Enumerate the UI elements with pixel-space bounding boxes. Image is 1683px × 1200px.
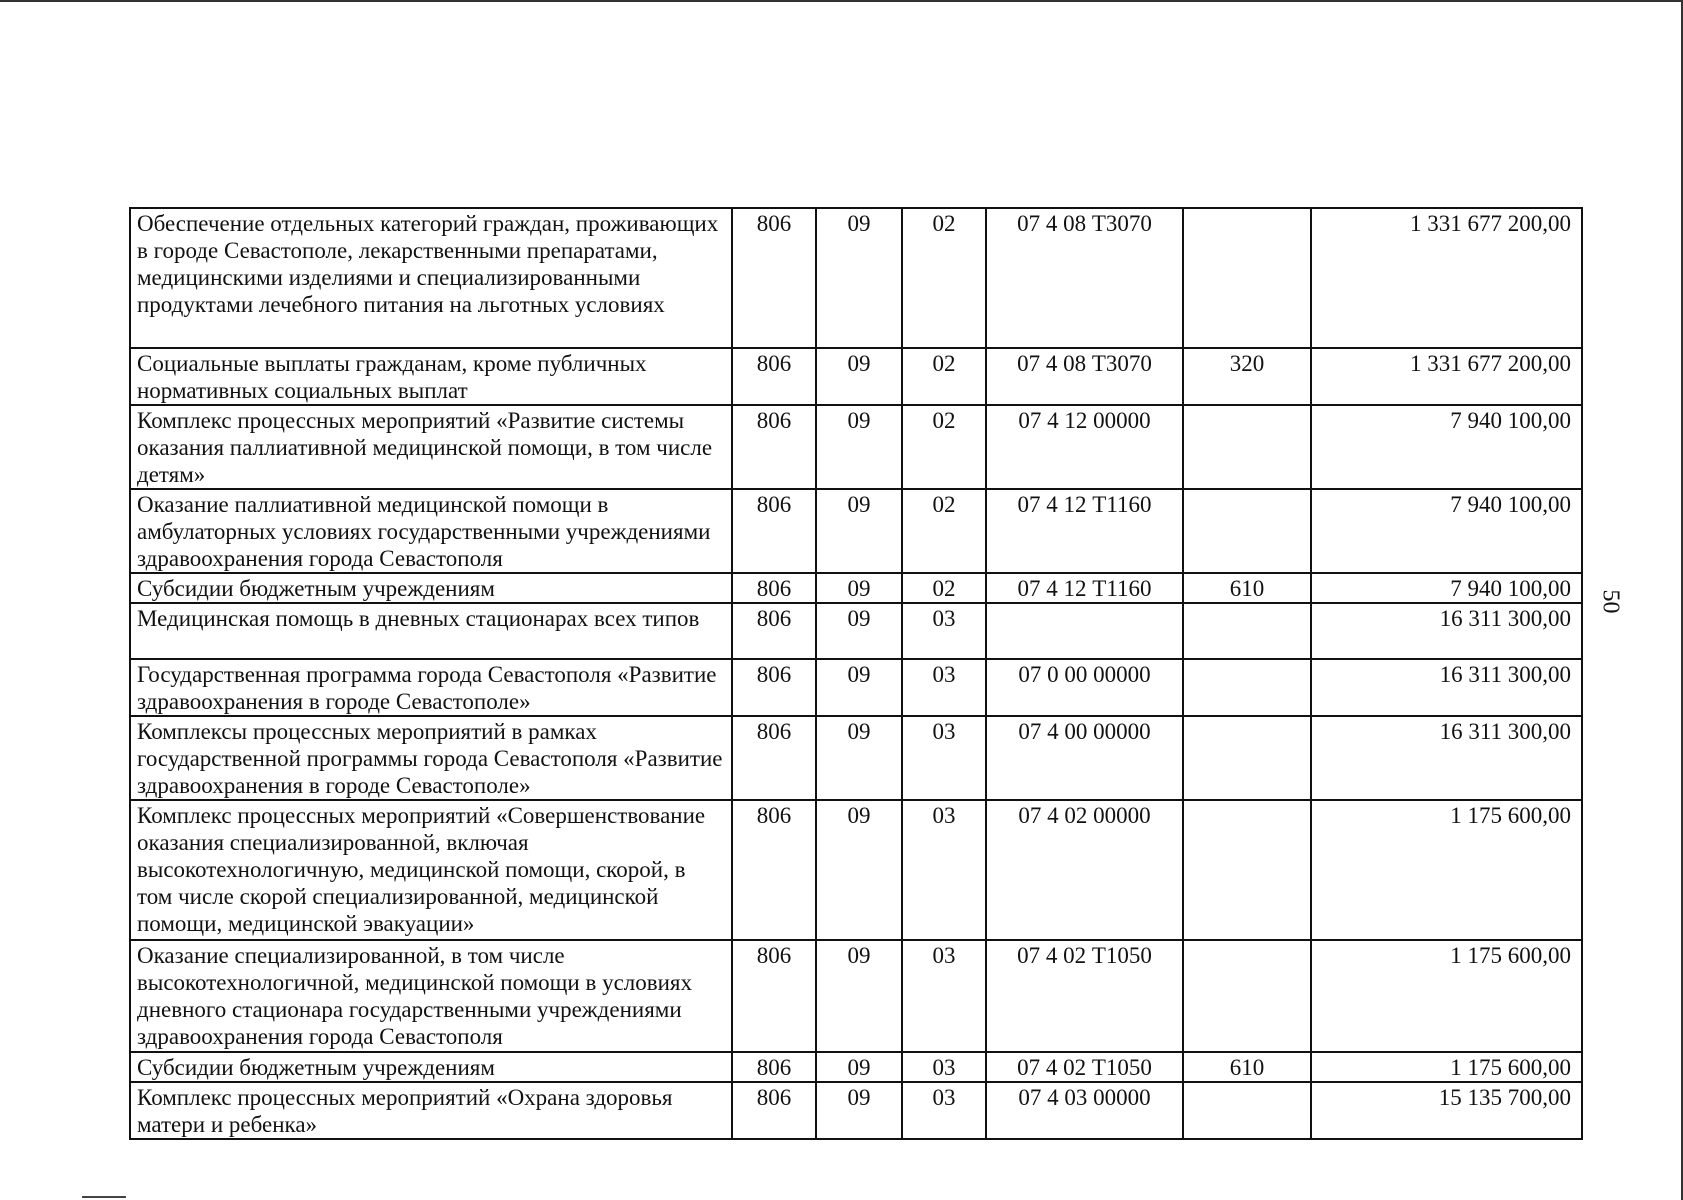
row-rz: 09	[816, 573, 902, 603]
row-rz: 09	[816, 659, 902, 716]
table-row	[130, 1052, 1582, 1082]
row-pr: 03	[902, 800, 986, 940]
row-pr: 03	[902, 603, 986, 659]
row-pr: 03	[902, 940, 986, 1052]
row-amount: 1 331 677 200,00	[1311, 208, 1582, 348]
row-pr: 02	[902, 405, 986, 489]
row-ved: 806	[732, 800, 816, 940]
row-pr: 02	[902, 208, 986, 348]
row-vr	[1183, 716, 1311, 800]
row-amount: 1 175 600,00	[1311, 940, 1582, 1052]
row-name: Комплекс процессных мероприятий «Развитие системы оказания паллиативной медицинской помощи, в том числе детям»	[130, 405, 732, 489]
row-ved: 806	[732, 940, 816, 1052]
row-name: Обеспечение отдельных категорий граждан, проживающих в городе Севастополе, лекарственными препаратами, медицинскими изделиями и специализированными продуктами лечебного питания на льготных условиях	[130, 208, 732, 348]
row-vr	[1183, 208, 1311, 348]
row-rz: 09	[816, 208, 902, 348]
scan-mark	[82, 1196, 126, 1198]
row-pr: 03	[902, 1082, 986, 1139]
row-vr	[1183, 603, 1311, 659]
row-csr: 07 4 12 Т1160	[986, 573, 1183, 603]
row-amount: 7 940 100,00	[1311, 405, 1582, 489]
table-row	[130, 603, 1582, 659]
row-ved: 806	[732, 348, 816, 405]
row-rz: 09	[816, 348, 902, 405]
row-pr: 02	[902, 348, 986, 405]
budget-table	[129, 207, 1583, 1140]
row-csr: 07 4 02 00000	[986, 800, 1183, 940]
page-top-edge	[0, 0, 1683, 2]
row-vr	[1183, 489, 1311, 573]
row-csr: 07 0 00 00000	[986, 659, 1183, 716]
row-rz: 09	[816, 1052, 902, 1082]
row-name: Субсидии бюджетным учреждениям	[130, 1052, 732, 1082]
row-amount: 16 311 300,00	[1311, 716, 1582, 800]
row-rz: 09	[816, 800, 902, 940]
row-name: Комплекс процессных мероприятий «Совершенствование оказания специализированной, включая высокотехнологичную, медицинской помощи, скорой, в том числе скорой специализированной, медицинской помощи, медицинской эвакуации»	[130, 800, 732, 940]
row-amount: 1 175 600,00	[1311, 1052, 1582, 1082]
table-row	[130, 659, 1582, 716]
row-rz: 09	[816, 405, 902, 489]
row-vr	[1183, 800, 1311, 940]
row-ved: 806	[732, 208, 816, 348]
table-row	[130, 1082, 1582, 1139]
row-csr: 07 4 02 Т1050	[986, 940, 1183, 1052]
row-ved: 806	[732, 573, 816, 603]
row-pr: 03	[902, 1052, 986, 1082]
row-vr: 610	[1183, 1052, 1311, 1082]
row-ved: 806	[732, 716, 816, 800]
row-vr: 610	[1183, 573, 1311, 603]
row-name: Государственная программа города Севастополя «Развитие здравоохранения в городе Севастополе»	[130, 659, 732, 716]
row-amount: 16 311 300,00	[1311, 603, 1582, 659]
row-pr: 02	[902, 573, 986, 603]
row-csr: 07 4 03 00000	[986, 1082, 1183, 1139]
row-amount: 7 940 100,00	[1311, 573, 1582, 603]
row-amount: 1 331 677 200,00	[1311, 348, 1582, 405]
row-name: Социальные выплаты гражданам, кроме публичных нормативных социальных выплат	[130, 348, 732, 405]
row-ved: 806	[732, 1052, 816, 1082]
row-csr: 07 4 08 Т3070	[986, 348, 1183, 405]
row-pr: 03	[902, 659, 986, 716]
row-ved: 806	[732, 405, 816, 489]
row-amount: 7 940 100,00	[1311, 489, 1582, 573]
row-vr	[1183, 1082, 1311, 1139]
row-pr: 03	[902, 716, 986, 800]
row-rz: 09	[816, 1082, 902, 1139]
table-row	[130, 405, 1582, 489]
page-number: 50	[1597, 589, 1624, 614]
row-amount: 15 135 700,00	[1311, 1082, 1582, 1139]
row-pr: 02	[902, 489, 986, 573]
row-csr: 07 4 08 Т3070	[986, 208, 1183, 348]
row-name: Оказание паллиативной медицинской помощи в амбулаторных условиях государственными учреждениями здравоохранения города Севастополя	[130, 489, 732, 573]
row-ved: 806	[732, 659, 816, 716]
row-ved: 806	[732, 603, 816, 659]
row-vr	[1183, 659, 1311, 716]
row-csr	[986, 603, 1183, 659]
row-name: Медицинская помощь в дневных стационарах всех типов	[130, 603, 732, 659]
row-name: Субсидии бюджетным учреждениям	[130, 573, 732, 603]
row-csr: 07 4 12 00000	[986, 405, 1183, 489]
row-vr: 320	[1183, 348, 1311, 405]
table-row	[130, 940, 1582, 1052]
table-row	[130, 489, 1582, 573]
row-rz: 09	[816, 716, 902, 800]
row-ved: 806	[732, 1082, 816, 1139]
table-row	[130, 348, 1582, 405]
table-row	[130, 716, 1582, 800]
row-amount: 16 311 300,00	[1311, 659, 1582, 716]
row-rz: 09	[816, 489, 902, 573]
row-rz: 09	[816, 603, 902, 659]
row-vr	[1183, 940, 1311, 1052]
row-amount: 1 175 600,00	[1311, 800, 1582, 940]
row-csr: 07 4 02 Т1050	[986, 1052, 1183, 1082]
row-csr: 07 4 12 Т1160	[986, 489, 1183, 573]
table-row	[130, 573, 1582, 603]
row-ved: 806	[732, 489, 816, 573]
row-name: Комплекс процессных мероприятий «Охрана здоровья матери и ребенка»	[130, 1082, 732, 1139]
table-row	[130, 208, 1582, 348]
row-csr: 07 4 00 00000	[986, 716, 1183, 800]
row-vr	[1183, 405, 1311, 489]
row-name: Оказание специализированной, в том числе высокотехнологичной, медицинской помощи в условиях дневного стационара государственными учреждениями здравоохранения города Севастополя	[130, 940, 732, 1052]
table-row	[130, 800, 1582, 940]
row-rz: 09	[816, 940, 902, 1052]
row-name: Комплексы процессных мероприятий в рамках государственной программы города Севастополя «Развитие здравоохранения в городе Севастополе»	[130, 716, 732, 800]
